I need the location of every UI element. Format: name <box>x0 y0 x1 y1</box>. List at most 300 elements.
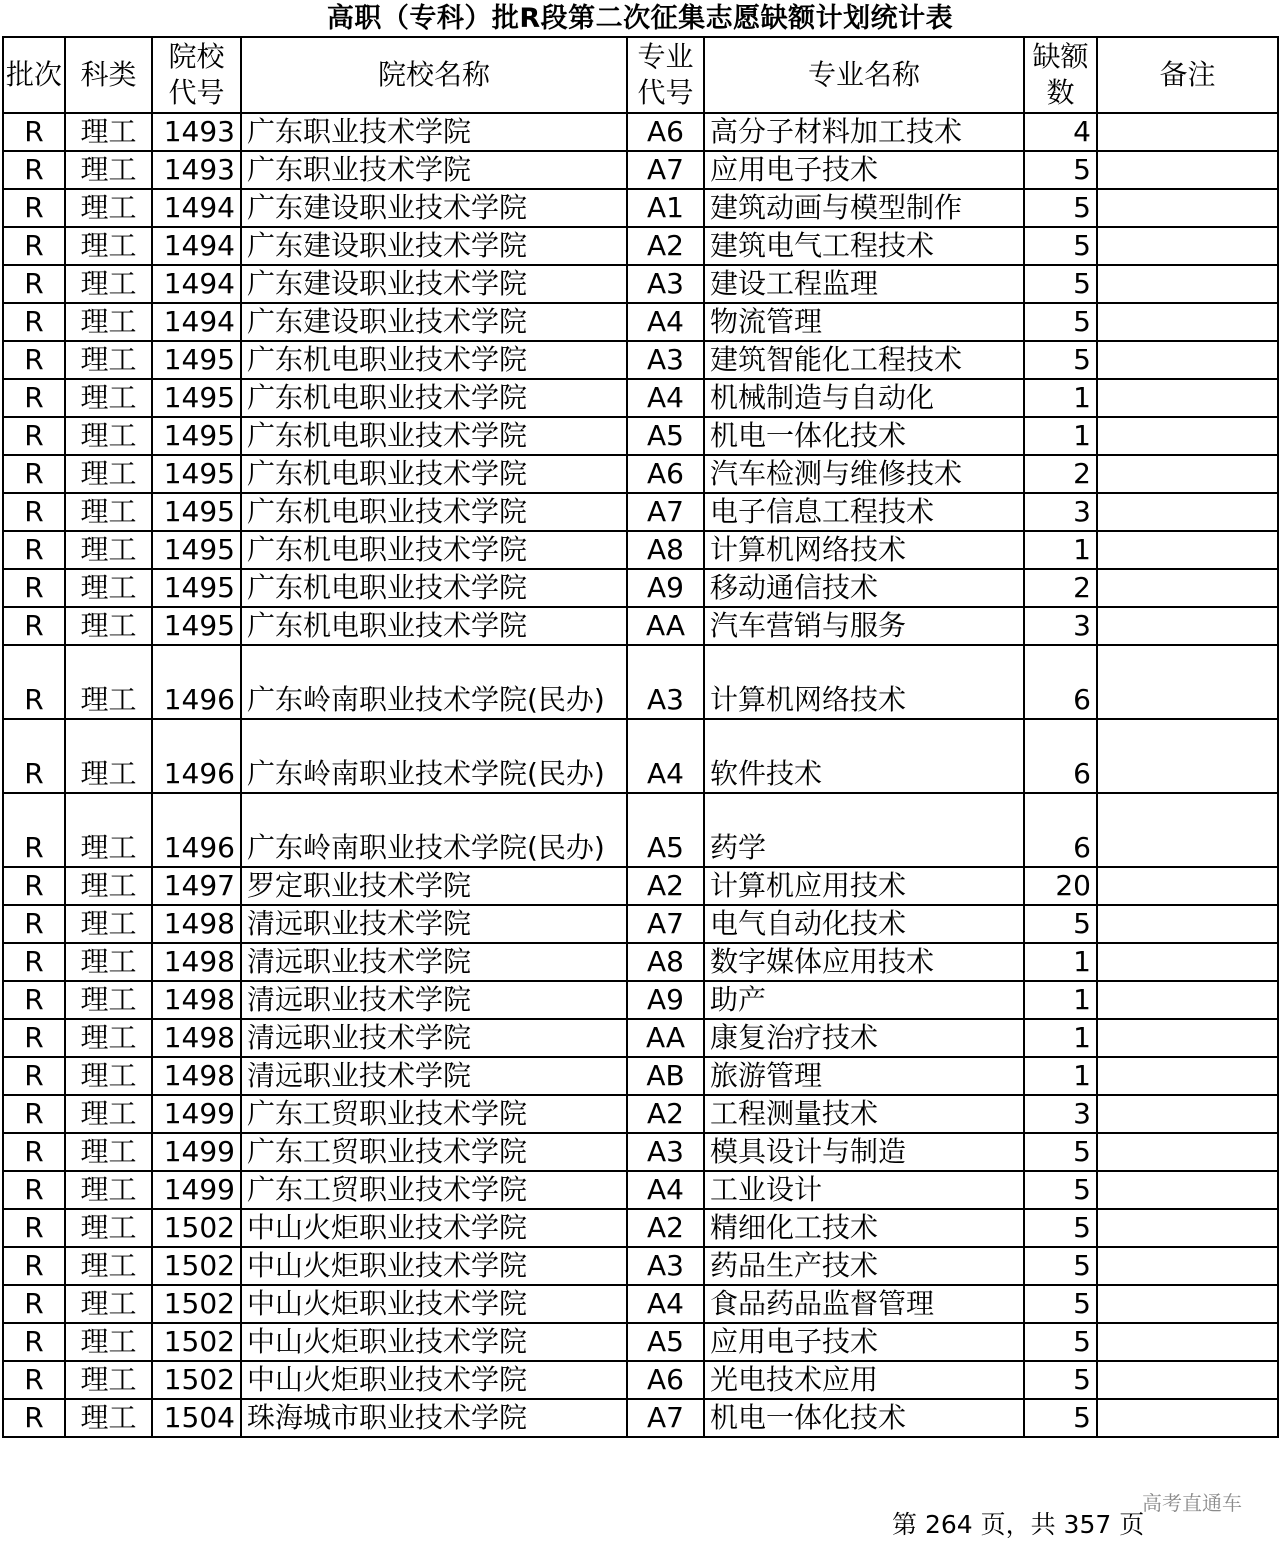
cell-major-name: 康复治疗技术 <box>704 1019 1024 1057</box>
page-number: 第 264 页，共 357 页 <box>892 1510 1145 1539</box>
table-body <box>3 113 1278 1437</box>
cell-remarks <box>1097 303 1278 341</box>
cell-school-code: 1495 <box>152 569 241 607</box>
cell-major-name: 电气自动化技术 <box>704 905 1024 943</box>
cell-category: 理工 <box>65 1133 152 1171</box>
cell-school-code: 1495 <box>152 455 241 493</box>
cell-remarks <box>1097 1019 1278 1057</box>
cell-shortfall: 5 <box>1024 265 1097 303</box>
cell-category: 理工 <box>65 1361 152 1399</box>
cell-category: 理工 <box>65 113 152 151</box>
cell-school-name: 广东机电职业技术学院 <box>241 493 627 531</box>
cell-major-code: A7 <box>627 905 704 943</box>
cell-category: 理工 <box>65 1323 152 1361</box>
cell-remarks <box>1097 265 1278 303</box>
cell-category: 理工 <box>65 569 152 607</box>
watermark: 高考直通车 <box>1142 1491 1242 1515</box>
cell-shortfall: 1 <box>1024 1057 1097 1095</box>
table-row <box>3 151 1278 189</box>
cell-school-code: 1494 <box>152 189 241 227</box>
cell-shortfall: 5 <box>1024 227 1097 265</box>
cell-major-code: A6 <box>627 455 704 493</box>
cell-remarks <box>1097 189 1278 227</box>
cell-school-name: 珠海城市职业技术学院 <box>241 1399 627 1437</box>
cell-category: 理工 <box>65 493 152 531</box>
cell-school-name: 广东建设职业技术学院 <box>241 189 627 227</box>
cell-major-code: A8 <box>627 531 704 569</box>
cell-remarks <box>1097 1209 1278 1247</box>
cell-school-name: 中山火炬职业技术学院 <box>241 1209 627 1247</box>
cell-school-name: 广东机电职业技术学院 <box>241 417 627 455</box>
header-shortfall: 缺额数 <box>1024 37 1097 113</box>
cell-school-name: 广东建设职业技术学院 <box>241 227 627 265</box>
cell-school-name: 广东机电职业技术学院 <box>241 569 627 607</box>
cell-batch: R <box>3 1095 65 1133</box>
cell-shortfall: 1 <box>1024 531 1097 569</box>
cell-school-name: 中山火炬职业技术学院 <box>241 1323 627 1361</box>
table-row <box>3 981 1278 1019</box>
cell-school-code: 1498 <box>152 905 241 943</box>
cell-major-code: A6 <box>627 113 704 151</box>
cell-category: 理工 <box>65 981 152 1019</box>
cell-school-name: 广东机电职业技术学院 <box>241 341 627 379</box>
cell-category: 理工 <box>65 719 152 793</box>
cell-shortfall: 1 <box>1024 417 1097 455</box>
cell-shortfall: 5 <box>1024 1171 1097 1209</box>
cell-remarks <box>1097 569 1278 607</box>
cell-major-name: 食品药品监督管理 <box>704 1285 1024 1323</box>
cell-batch: R <box>3 645 65 719</box>
cell-major-code: A9 <box>627 981 704 1019</box>
cell-shortfall: 5 <box>1024 1133 1097 1171</box>
cell-shortfall: 5 <box>1024 151 1097 189</box>
cell-major-name: 药学 <box>704 793 1024 867</box>
cell-remarks <box>1097 1399 1278 1437</box>
cell-remarks <box>1097 719 1278 793</box>
cell-major-name: 光电技术应用 <box>704 1361 1024 1399</box>
table-row <box>3 113 1278 151</box>
cell-category: 理工 <box>65 151 152 189</box>
cell-school-name: 罗定职业技术学院 <box>241 867 627 905</box>
cell-major-code: A6 <box>627 1361 704 1399</box>
cell-major-name: 软件技术 <box>704 719 1024 793</box>
cell-batch: R <box>3 189 65 227</box>
cell-major-code: A3 <box>627 265 704 303</box>
table-row <box>3 645 1278 719</box>
cell-school-code: 1495 <box>152 341 241 379</box>
table-row <box>3 493 1278 531</box>
cell-major-name: 建设工程监理 <box>704 265 1024 303</box>
cell-batch: R <box>3 1323 65 1361</box>
cell-shortfall: 1 <box>1024 943 1097 981</box>
cell-remarks <box>1097 1361 1278 1399</box>
cell-school-code: 1495 <box>152 607 241 645</box>
cell-major-name: 模具设计与制造 <box>704 1133 1024 1171</box>
cell-category: 理工 <box>65 379 152 417</box>
cell-major-name: 旅游管理 <box>704 1057 1024 1095</box>
cell-school-code: 1494 <box>152 265 241 303</box>
cell-shortfall: 2 <box>1024 455 1097 493</box>
cell-shortfall: 2 <box>1024 569 1097 607</box>
cell-school-name: 中山火炬职业技术学院 <box>241 1247 627 1285</box>
cell-major-name: 机电一体化技术 <box>704 417 1024 455</box>
cell-remarks <box>1097 645 1278 719</box>
cell-category: 理工 <box>65 303 152 341</box>
cell-category: 理工 <box>65 1209 152 1247</box>
cell-batch: R <box>3 531 65 569</box>
cell-school-name: 广东职业技术学院 <box>241 113 627 151</box>
table-row <box>3 569 1278 607</box>
cell-school-code: 1498 <box>152 1019 241 1057</box>
cell-school-code: 1495 <box>152 379 241 417</box>
cell-school-name: 广东岭南职业技术学院(民办) <box>241 645 627 719</box>
cell-school-code: 1502 <box>152 1209 241 1247</box>
cell-major-code: AA <box>627 1019 704 1057</box>
cell-major-name: 助产 <box>704 981 1024 1019</box>
cell-batch: R <box>3 113 65 151</box>
cell-major-name: 移动通信技术 <box>704 569 1024 607</box>
table-row <box>3 1133 1278 1171</box>
cell-shortfall: 3 <box>1024 1095 1097 1133</box>
cell-major-name: 建筑智能化工程技术 <box>704 341 1024 379</box>
cell-major-code: A3 <box>627 1133 704 1171</box>
cell-school-name: 广东工贸职业技术学院 <box>241 1095 627 1133</box>
cell-school-name: 广东工贸职业技术学院 <box>241 1171 627 1209</box>
cell-category: 理工 <box>65 607 152 645</box>
table-row <box>3 455 1278 493</box>
cell-category: 理工 <box>65 867 152 905</box>
table-row <box>3 1361 1278 1399</box>
cell-batch: R <box>3 719 65 793</box>
cell-major-name: 建筑电气工程技术 <box>704 227 1024 265</box>
cell-category: 理工 <box>65 227 152 265</box>
cell-major-code: A8 <box>627 943 704 981</box>
cell-major-code: A4 <box>627 719 704 793</box>
cell-school-name: 广东工贸职业技术学院 <box>241 1133 627 1171</box>
cell-shortfall: 5 <box>1024 303 1097 341</box>
cell-remarks <box>1097 1247 1278 1285</box>
cell-school-code: 1497 <box>152 867 241 905</box>
cell-batch: R <box>3 265 65 303</box>
cell-remarks <box>1097 1133 1278 1171</box>
cell-school-code: 1496 <box>152 793 241 867</box>
cell-remarks <box>1097 793 1278 867</box>
cell-major-code: A3 <box>627 341 704 379</box>
cell-major-code: A4 <box>627 303 704 341</box>
cell-shortfall: 6 <box>1024 645 1097 719</box>
quota-table <box>2 36 1279 1438</box>
table-row <box>3 417 1278 455</box>
cell-school-code: 1495 <box>152 417 241 455</box>
cell-shortfall: 20 <box>1024 867 1097 905</box>
table-row <box>3 379 1278 417</box>
header-batch: 批次 <box>3 37 65 113</box>
cell-school-name: 清远职业技术学院 <box>241 981 627 1019</box>
cell-batch: R <box>3 1285 65 1323</box>
cell-remarks <box>1097 151 1278 189</box>
cell-batch: R <box>3 151 65 189</box>
table-row <box>3 1399 1278 1437</box>
cell-batch: R <box>3 1019 65 1057</box>
cell-school-code: 1494 <box>152 227 241 265</box>
cell-remarks <box>1097 1323 1278 1361</box>
cell-school-code: 1494 <box>152 303 241 341</box>
cell-remarks <box>1097 981 1278 1019</box>
cell-major-name: 机械制造与自动化 <box>704 379 1024 417</box>
table-row <box>3 303 1278 341</box>
cell-major-name: 药品生产技术 <box>704 1247 1024 1285</box>
cell-school-name: 清远职业技术学院 <box>241 943 627 981</box>
cell-school-code: 1496 <box>152 719 241 793</box>
cell-category: 理工 <box>65 1399 152 1437</box>
cell-major-code: A2 <box>627 227 704 265</box>
cell-school-name: 广东建设职业技术学院 <box>241 303 627 341</box>
table-row <box>3 1247 1278 1285</box>
cell-shortfall: 3 <box>1024 493 1097 531</box>
header-major-code: 专业代号 <box>627 37 704 113</box>
header-remarks: 备注 <box>1097 37 1278 113</box>
cell-major-name: 机电一体化技术 <box>704 1399 1024 1437</box>
cell-batch: R <box>3 943 65 981</box>
cell-batch: R <box>3 1247 65 1285</box>
table-row <box>3 719 1278 793</box>
cell-shortfall: 6 <box>1024 793 1097 867</box>
header-school-code: 院校代号 <box>152 37 241 113</box>
cell-school-code: 1493 <box>152 151 241 189</box>
cell-category: 理工 <box>65 189 152 227</box>
cell-school-code: 1495 <box>152 531 241 569</box>
cell-school-name: 中山火炬职业技术学院 <box>241 1285 627 1323</box>
cell-major-code: A2 <box>627 867 704 905</box>
cell-major-code: A9 <box>627 569 704 607</box>
cell-school-name: 广东机电职业技术学院 <box>241 455 627 493</box>
cell-remarks <box>1097 1057 1278 1095</box>
cell-school-code: 1502 <box>152 1247 241 1285</box>
cell-remarks <box>1097 1095 1278 1133</box>
cell-major-name: 电子信息工程技术 <box>704 493 1024 531</box>
cell-remarks <box>1097 379 1278 417</box>
cell-school-name: 广东岭南职业技术学院(民办) <box>241 719 627 793</box>
table-row <box>3 189 1278 227</box>
cell-major-code: AA <box>627 607 704 645</box>
cell-category: 理工 <box>65 417 152 455</box>
cell-category: 理工 <box>65 1285 152 1323</box>
cell-remarks <box>1097 905 1278 943</box>
cell-school-code: 1502 <box>152 1285 241 1323</box>
table-row <box>3 1285 1278 1323</box>
cell-batch: R <box>3 417 65 455</box>
cell-batch: R <box>3 867 65 905</box>
cell-school-name: 清远职业技术学院 <box>241 905 627 943</box>
cell-major-name: 高分子材料加工技术 <box>704 113 1024 151</box>
cell-batch: R <box>3 607 65 645</box>
cell-batch: R <box>3 1171 65 1209</box>
cell-batch: R <box>3 227 65 265</box>
cell-remarks <box>1097 227 1278 265</box>
cell-school-code: 1499 <box>152 1133 241 1171</box>
cell-major-code: A2 <box>627 1095 704 1133</box>
table-row <box>3 227 1278 265</box>
header-school-name: 院校名称 <box>241 37 627 113</box>
cell-major-name: 物流管理 <box>704 303 1024 341</box>
cell-remarks <box>1097 417 1278 455</box>
table-row <box>3 1019 1278 1057</box>
cell-school-code: 1498 <box>152 981 241 1019</box>
cell-school-name: 广东建设职业技术学院 <box>241 265 627 303</box>
cell-shortfall: 5 <box>1024 1209 1097 1247</box>
cell-shortfall: 5 <box>1024 905 1097 943</box>
cell-major-code: A4 <box>627 1285 704 1323</box>
cell-shortfall: 1 <box>1024 379 1097 417</box>
cell-major-code: A7 <box>627 1399 704 1437</box>
cell-shortfall: 5 <box>1024 341 1097 379</box>
page-title: 高职（专科）批R段第二次征集志愿缺额计划统计表 <box>326 3 954 34</box>
cell-category: 理工 <box>65 1095 152 1133</box>
cell-school-code: 1496 <box>152 645 241 719</box>
cell-school-name: 广东岭南职业技术学院(民办) <box>241 793 627 867</box>
cell-major-name: 汽车营销与服务 <box>704 607 1024 645</box>
header-major-name: 专业名称 <box>704 37 1024 113</box>
table-row <box>3 341 1278 379</box>
cell-school-code: 1493 <box>152 113 241 151</box>
cell-major-name: 工业设计 <box>704 1171 1024 1209</box>
cell-batch: R <box>3 793 65 867</box>
cell-school-code: 1502 <box>152 1361 241 1399</box>
cell-major-code: A2 <box>627 1209 704 1247</box>
cell-batch: R <box>3 981 65 1019</box>
cell-shortfall: 1 <box>1024 981 1097 1019</box>
cell-category: 理工 <box>65 943 152 981</box>
cell-major-code: A7 <box>627 151 704 189</box>
cell-batch: R <box>3 1133 65 1171</box>
cell-remarks <box>1097 493 1278 531</box>
cell-shortfall: 5 <box>1024 1399 1097 1437</box>
cell-category: 理工 <box>65 905 152 943</box>
cell-school-name: 广东机电职业技术学院 <box>241 379 627 417</box>
table-row <box>3 265 1278 303</box>
cell-major-name: 汽车检测与维修技术 <box>704 455 1024 493</box>
cell-shortfall: 6 <box>1024 719 1097 793</box>
cell-major-name: 精细化工技术 <box>704 1209 1024 1247</box>
cell-category: 理工 <box>65 265 152 303</box>
cell-remarks <box>1097 1285 1278 1323</box>
cell-batch: R <box>3 341 65 379</box>
cell-school-name: 广东职业技术学院 <box>241 151 627 189</box>
cell-batch: R <box>3 1057 65 1095</box>
table-row <box>3 1323 1278 1361</box>
cell-batch: R <box>3 493 65 531</box>
cell-shortfall: 5 <box>1024 1323 1097 1361</box>
cell-major-name: 应用电子技术 <box>704 1323 1024 1361</box>
cell-category: 理工 <box>65 1057 152 1095</box>
cell-school-name: 清远职业技术学院 <box>241 1057 627 1095</box>
cell-major-name: 建筑动画与模型制作 <box>704 189 1024 227</box>
table-row <box>3 1095 1278 1133</box>
cell-category: 理工 <box>65 1171 152 1209</box>
cell-major-name: 计算机网络技术 <box>704 645 1024 719</box>
cell-batch: R <box>3 303 65 341</box>
cell-remarks <box>1097 455 1278 493</box>
cell-school-code: 1498 <box>152 943 241 981</box>
cell-school-name: 广东机电职业技术学院 <box>241 607 627 645</box>
cell-major-code: AB <box>627 1057 704 1095</box>
cell-remarks <box>1097 943 1278 981</box>
cell-major-code: A1 <box>627 189 704 227</box>
cell-major-code: A4 <box>627 379 704 417</box>
cell-school-name: 中山火炬职业技术学院 <box>241 1361 627 1399</box>
cell-school-code: 1504 <box>152 1399 241 1437</box>
table-row <box>3 1057 1278 1095</box>
cell-remarks <box>1097 531 1278 569</box>
cell-school-name: 广东机电职业技术学院 <box>241 531 627 569</box>
cell-shortfall: 5 <box>1024 1285 1097 1323</box>
cell-shortfall: 5 <box>1024 1361 1097 1399</box>
cell-major-name: 工程测量技术 <box>704 1095 1024 1133</box>
cell-category: 理工 <box>65 1247 152 1285</box>
cell-major-code: A7 <box>627 493 704 531</box>
cell-batch: R <box>3 1209 65 1247</box>
cell-remarks <box>1097 1171 1278 1209</box>
cell-batch: R <box>3 1399 65 1437</box>
header-category: 科类 <box>65 37 152 113</box>
cell-major-code: A4 <box>627 1171 704 1209</box>
cell-major-name: 数字媒体应用技术 <box>704 943 1024 981</box>
cell-school-code: 1498 <box>152 1057 241 1095</box>
cell-shortfall: 5 <box>1024 1247 1097 1285</box>
cell-shortfall: 4 <box>1024 113 1097 151</box>
cell-shortfall: 3 <box>1024 607 1097 645</box>
cell-category: 理工 <box>65 455 152 493</box>
cell-remarks <box>1097 113 1278 151</box>
cell-batch: R <box>3 905 65 943</box>
cell-remarks <box>1097 607 1278 645</box>
cell-school-code: 1499 <box>152 1171 241 1209</box>
cell-remarks <box>1097 867 1278 905</box>
table-row <box>3 1209 1278 1247</box>
cell-category: 理工 <box>65 1019 152 1057</box>
table-row <box>3 531 1278 569</box>
cell-major-name: 计算机应用技术 <box>704 867 1024 905</box>
header-row <box>3 37 1278 113</box>
cell-batch: R <box>3 1361 65 1399</box>
cell-batch: R <box>3 379 65 417</box>
cell-major-code: A5 <box>627 1323 704 1361</box>
cell-remarks <box>1097 341 1278 379</box>
cell-batch: R <box>3 569 65 607</box>
cell-shortfall: 1 <box>1024 1019 1097 1057</box>
cell-major-name: 应用电子技术 <box>704 151 1024 189</box>
cell-category: 理工 <box>65 645 152 719</box>
cell-category: 理工 <box>65 341 152 379</box>
cell-major-code: A5 <box>627 417 704 455</box>
cell-batch: R <box>3 455 65 493</box>
cell-category: 理工 <box>65 531 152 569</box>
table-row <box>3 1171 1278 1209</box>
table-row <box>3 943 1278 981</box>
cell-school-name: 清远职业技术学院 <box>241 1019 627 1057</box>
table-row <box>3 867 1278 905</box>
cell-major-code: A3 <box>627 645 704 719</box>
cell-shortfall: 5 <box>1024 189 1097 227</box>
cell-school-code: 1499 <box>152 1095 241 1133</box>
table-row <box>3 793 1278 867</box>
cell-category: 理工 <box>65 793 152 867</box>
cell-school-code: 1495 <box>152 493 241 531</box>
cell-major-code: A5 <box>627 793 704 867</box>
table-row <box>3 905 1278 943</box>
cell-school-code: 1502 <box>152 1323 241 1361</box>
cell-major-code: A3 <box>627 1247 704 1285</box>
